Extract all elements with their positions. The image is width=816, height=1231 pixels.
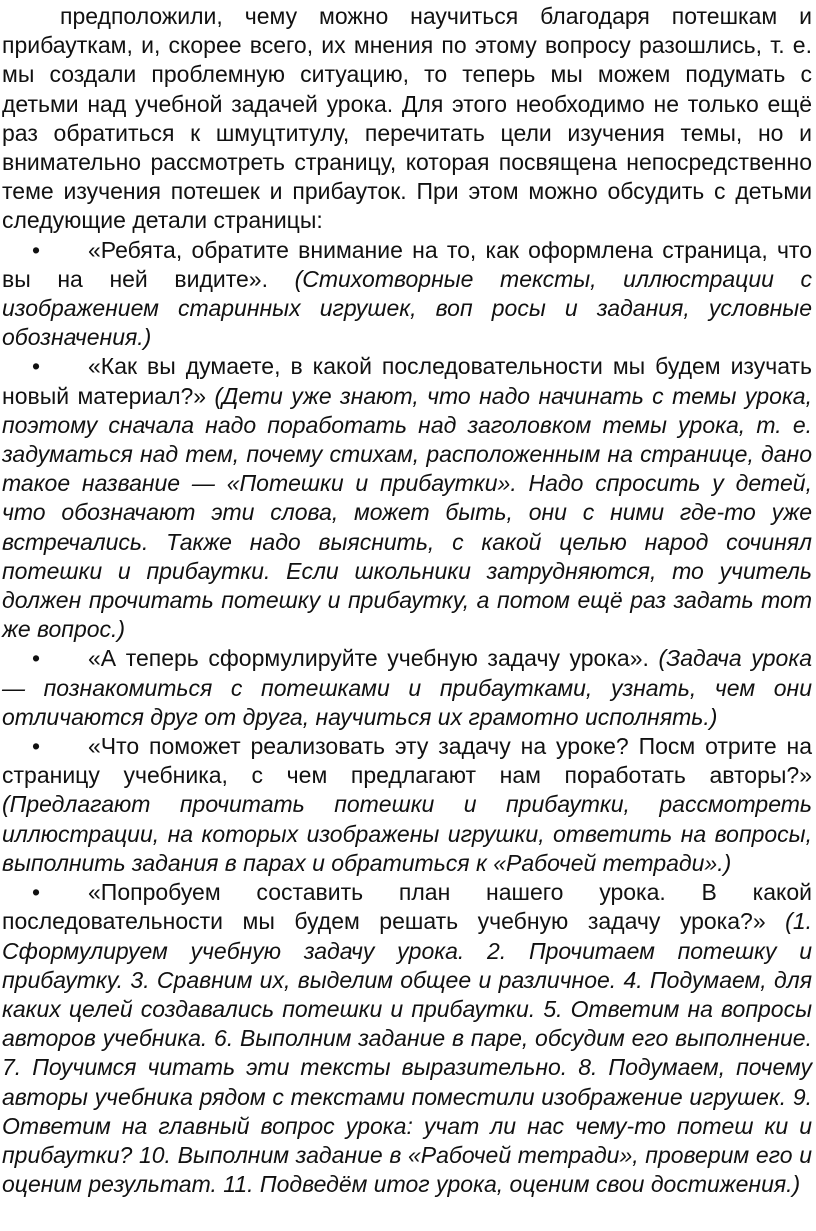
item-question: «Попробуем составить план нашего урока. В какой последовательности мы будем решать учебную задачу урока?»	[2, 879, 812, 935]
item-note: (Задача урока — познакомиться с потешками и прибаутками, узнать, чем они отличаются друг от друга, научиться их грамотно исполнять.)	[2, 645, 813, 730]
item-note: (Предлагают прочитать потешки и прибаутки, рассмотреть иллюстрации, на которых изображены игрушки, ответить на вопросы, выполнить задания в парах и обратиться к «Рабочей тетради».)	[2, 791, 812, 876]
list-item	[2, 236, 812, 353]
bullet-icon: •	[32, 353, 41, 380]
item-note: (1. Сформулируем учебную задачу урока. 2. Прочитаем потешку и прибаутку. 3. Сравним их, выделим общее и различное. 4. Подумаем, для каких целей создавались потешки и прибаутки. 5. Ответим на вопросы авторов учебника. 6. Выполним задание в паре, обсудим его выполнение. 7. Поучимся читать эти тексты выразительно. 8. Подумаем, почему авторы учебника рядом с текстами поместили изображение игрушек. 9. Ответим на главный вопрос урока: учат ли нас чему-то потеш ки и прибаутки? 10. Выполним задание в «Рабочей тетради», проверим его и оценим результат. 11. Подведём итог урока, оценим свои достижения.)	[2, 908, 812, 1198]
item-note: (Стихотворные тексты, иллюстрации с изображением старинных игрушек, воп росы и задания, условные обозначения.)	[2, 265, 813, 351]
item-question: «Как вы думаете, в какой последовательности мы будем изучать новый материал?»	[2, 353, 812, 409]
list-item	[2, 352, 812, 644]
list-item	[2, 732, 812, 878]
list-item	[2, 644, 812, 732]
intro-paragraph: предположили, чему можно научиться благодаря потешкам и прибауткам, и, скорее всего, их мнения по этому вопросу разошлись, т. е. мы создали проблемную ситуацию, то теперь мы можем подумать с детьми над учебной задачей урока. Для этого необходимо не только ещё раз обратиться к шмуцтитулу, перечитать цели изучения темы, но и внимательно рассмотреть страницу, которая посвящена непосредственно теме изучения потешек и прибауток. При этом можно обсудить с детьми следующие детали страницы:	[2, 3, 812, 234]
item-question: «Что поможет реализовать эту задачу на уроке? Посм отрите на страницу учебника, с чем предлагают нам поработать авторы?»	[2, 733, 812, 789]
bullet-icon: •	[32, 879, 41, 906]
item-question: «А теперь сформулируйте учебную задачу урока».	[88, 645, 649, 672]
item-question: «Ребята, обратите внимание на то, как оформлена страница, что вы на ней видите».	[2, 236, 812, 292]
list-item	[2, 878, 812, 1199]
bullet-icon: •	[32, 733, 41, 760]
bullet-icon: •	[32, 236, 41, 263]
bullet-icon: •	[32, 645, 41, 672]
item-note: (Дети уже знают, что надо начинать с темы урока, поэтому сначала надо поработать над заголовком темы урока, т. е. задуматься над тем, почему стихам, расположенным на странице, дано такое название — «Потешки и прибаутки». Надо спросить у детей, что обозначают эти слова, может быть, они с ними где-то уже встречались. Также надо выяснить, с какой целью народ сочинял потешки и прибаутки. Если школьники затрудняются, то учитель должен прочитать потешку и прибаутку, а потом ещё раз задать тот же вопрос.)	[2, 382, 812, 643]
